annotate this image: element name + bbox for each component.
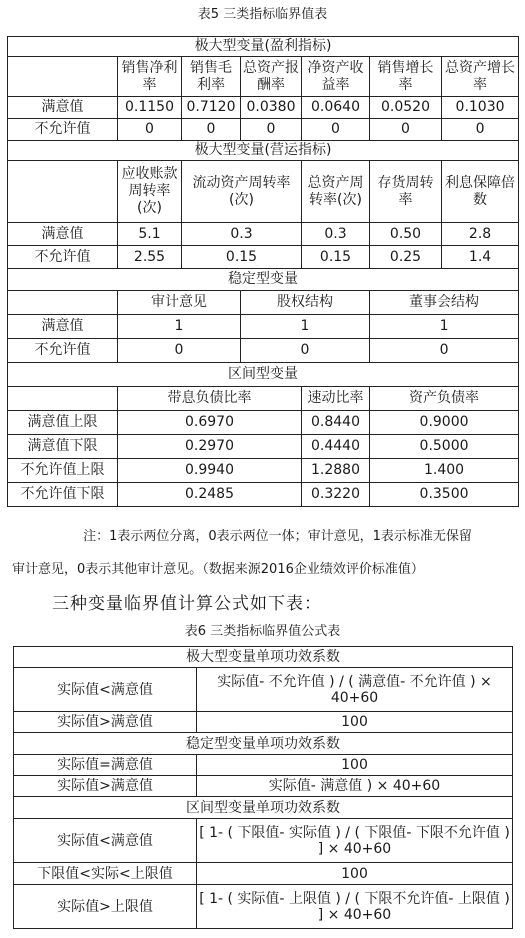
section-title-stable: 稳定型变量单项功效系数 (14, 733, 513, 755)
table-cell: 2.8 (442, 223, 519, 246)
table-cell: 1.4 (442, 246, 519, 269)
table-cell: 0 (241, 339, 370, 363)
formula-cell: 100 (197, 863, 513, 885)
column-header: 流动资产周转率(次) (182, 161, 302, 223)
column-header: 资产负债率 (370, 387, 519, 411)
condition-cell: 实际值>上限值 (14, 885, 197, 929)
formula-cell: 实际值- 不允许值 ) / ( 满意值- 不允许值 ) × 40+60 (197, 668, 513, 712)
table-cell: 0.4440 (302, 435, 370, 459)
table-cell: 0.9940 (118, 459, 302, 483)
formula-cell: 实际值- 满意值 ) × 40+60 (197, 776, 513, 797)
formula-cell: [ 1- ( 下限值- 实际值 ) / ( 下限值- 下限不允许值 ) ] × 40+60 (197, 819, 513, 863)
row-label: 不允许值 (8, 339, 118, 363)
table-cell: 0.0380 (241, 97, 302, 119)
table-cell: 0.1150 (118, 97, 182, 119)
table-cell: 0.9000 (370, 411, 519, 435)
table-cell: 0.0640 (302, 97, 370, 119)
table-cell: 0.50 (370, 223, 442, 246)
condition-cell: 实际值=满意值 (14, 755, 197, 776)
table-cell: 0.3 (302, 223, 370, 246)
table-cell: 0.3500 (370, 483, 519, 507)
column-header: 应收账款周转率(次) (118, 161, 182, 223)
column-header: 董事会结构 (370, 291, 519, 315)
row-label: 不允许值 (8, 119, 118, 141)
table-cell: 0.5000 (370, 435, 519, 459)
formula-cell: 100 (197, 755, 513, 776)
table-cell: 0.3 (182, 223, 302, 246)
corner-cell (8, 57, 118, 97)
table-cell: 1.400 (370, 459, 519, 483)
table-cell: 0.1030 (442, 97, 519, 119)
table-cell: 0.8440 (302, 411, 370, 435)
condition-cell: 实际值>满意值 (14, 776, 197, 797)
table-cell: 0 (118, 339, 241, 363)
corner-cell (8, 291, 118, 315)
table-cell: 5.1 (118, 223, 182, 246)
row-label: 不允许值 (8, 246, 118, 269)
table5-note-line1: 注：1表示两位分离，0表示两位一体；审计意见，1表示标准无保留 (83, 529, 472, 544)
column-header: 速动比率 (302, 387, 370, 411)
row-label: 满意值 (8, 97, 118, 119)
formula-cell: [ 1- ( 实际值- 上限值 ) / ( 下限不允许值- 上限值 ) ] × 40+60 (197, 885, 513, 929)
row-label: 不允许值上限 (8, 459, 118, 483)
table-cell: 1 (370, 315, 519, 339)
section-title-profit: 极大型变量(盈利指标) (8, 37, 519, 57)
table-cell: 0.2970 (118, 435, 302, 459)
table-cell: 0.7120 (182, 97, 241, 119)
table6-caption: 表6 三类指标临界值公式表 (184, 624, 341, 639)
row-label: 满意值 (8, 223, 118, 246)
table-cell: 0.0520 (370, 97, 442, 119)
column-header: 审计意见 (118, 291, 241, 315)
formula-cell: 100 (197, 712, 513, 733)
table-cell: 0 (370, 339, 519, 363)
table-cell: 2.55 (118, 246, 182, 269)
condition-cell: 实际值>满意值 (14, 712, 197, 733)
column-header: 销售净利率 (118, 57, 182, 97)
table-cell: 0 (241, 119, 302, 141)
table-cell: 0 (118, 119, 182, 141)
column-header: 利息保障倍数 (442, 161, 519, 223)
table-cell: 0.2485 (118, 483, 302, 507)
table-cell: 0 (302, 119, 370, 141)
corner-cell (8, 387, 118, 411)
column-header: 存货周转率 (370, 161, 442, 223)
table-cell: 0.15 (302, 246, 370, 269)
column-header: 股权结构 (241, 291, 370, 315)
row-label: 满意值下限 (8, 435, 118, 459)
section-title-operation: 极大型变量(营运指标) (8, 141, 519, 161)
column-header: 总资产增长率 (442, 57, 519, 97)
row-label: 满意值 (8, 315, 118, 339)
row-label: 满意值上限 (8, 411, 118, 435)
section-title-max: 极大型变量单项功效系数 (14, 647, 513, 668)
section-title-interval: 区间型变量 (8, 363, 519, 387)
formula-heading: 三种变量临界值计算公式如下表： (52, 594, 322, 614)
table-cell: 0.25 (370, 246, 442, 269)
column-header: 销售毛利率 (182, 57, 241, 97)
condition-cell: 下限值<实际<上限值 (14, 863, 197, 885)
table-cell: 0.6970 (118, 411, 302, 435)
table5-caption: 表5 三类指标临界值表 (197, 7, 328, 22)
section-title-stable: 稳定型变量 (8, 269, 519, 291)
table-cell: 1 (118, 315, 241, 339)
column-header: 销售增长率 (370, 57, 442, 97)
column-header: 总资产报酬率 (241, 57, 302, 97)
table-cell: 0 (182, 119, 241, 141)
table-cell: 0 (442, 119, 519, 141)
column-header: 净资产收益率 (302, 57, 370, 97)
table-cell: 0.15 (182, 246, 302, 269)
corner-cell (8, 161, 118, 223)
section-title-interval: 区间型变量单项功效系数 (14, 797, 513, 819)
table6 (13, 646, 513, 929)
row-label: 不允许值下限 (8, 483, 118, 507)
condition-cell: 实际值<满意值 (14, 668, 197, 712)
table-cell: 0 (370, 119, 442, 141)
column-header: 总资产周转率(次) (302, 161, 370, 223)
table-cell: 1 (241, 315, 370, 339)
table-cell: 0.3220 (302, 483, 370, 507)
table5-note-line2: 审计意见，0表示其他审计意见。（数据来源2016企业绩效评价标准值） (12, 562, 424, 577)
table-cell: 1.2880 (302, 459, 370, 483)
condition-cell: 实际值<满意值 (14, 819, 197, 863)
column-header: 带息负债比率 (118, 387, 302, 411)
table5 (7, 36, 519, 507)
